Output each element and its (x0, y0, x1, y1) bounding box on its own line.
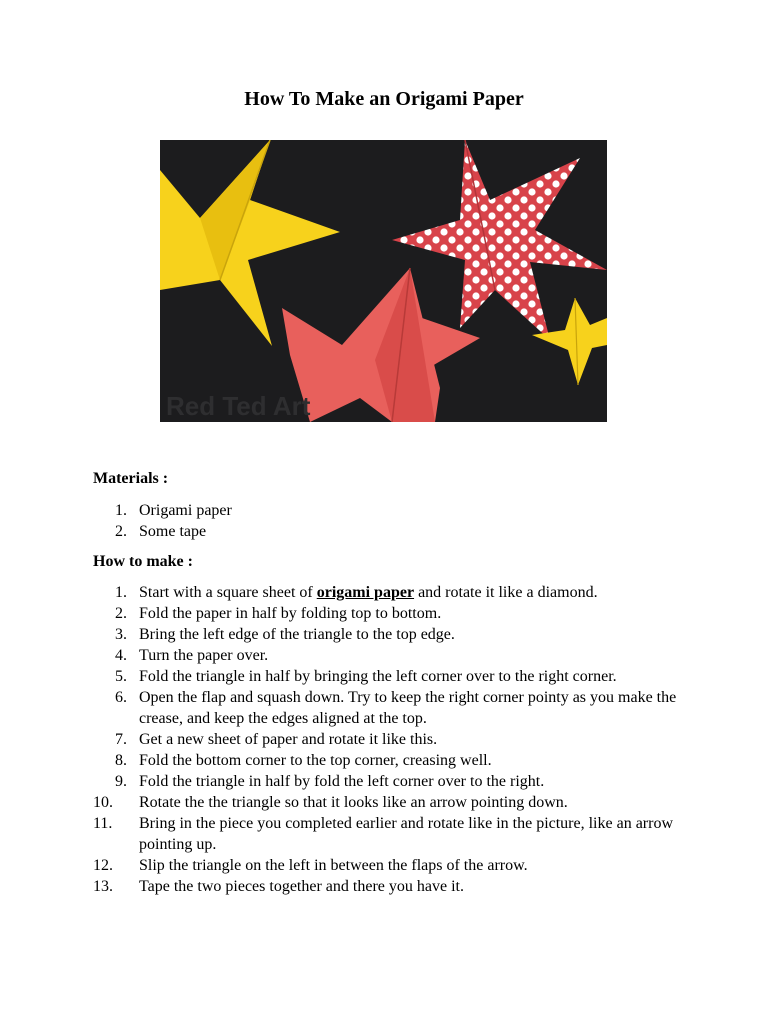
list-item: 4. Turn the paper over. (115, 647, 269, 664)
list-item: 8. Fold the bottom corner to the top corner, creasing well. (115, 752, 492, 769)
how-to-heading: How to make : (93, 553, 193, 570)
list-item: 7. Get a new sheet of paper and rotate it like this. (115, 731, 438, 748)
origami-paper-link[interactable]: origami paper (316, 584, 415, 601)
list-item: 10. Rotate the the triangle so that it looks like an arrow pointing down. (93, 794, 568, 811)
list-item: 9. Fold the triangle in half by fold the left corner over to the right. (115, 773, 545, 790)
list-item: 13. Tape the two pieces together and there you have it. (93, 878, 464, 895)
list-item: 3. Bring the left edge of the triangle to the top edge. (115, 626, 455, 643)
list-item: 1. Origami paper (115, 502, 232, 519)
list-item: 5. Fold the triangle in half by bringing the left corner over to the right corner. (115, 668, 617, 685)
materials-list (93, 500, 693, 542)
page-title: How To Make an Origami Paper (244, 88, 524, 110)
list-item: 12. Slip the triangle on the left in between the flaps of the arrow. (93, 857, 528, 874)
steps-list (93, 582, 693, 897)
origami-stars-photo (160, 140, 607, 422)
photo-watermark: Red Ted Art (166, 391, 311, 421)
list-item: 6. Open the flap and squash down. Try to keep the right corner pointy as you make the crease, and keep the edges aligned at the top. (115, 689, 677, 727)
list-item: 2. Some tape (115, 523, 207, 540)
materials-heading: Materials : (93, 470, 169, 487)
list-item: 11. Bring in the piece you completed earlier and rotate like in the picture, like an arrow pointing up. (93, 815, 674, 853)
list-item: 1. Start with a square sheet of origami paper and rotate it like a diamond. (115, 584, 598, 601)
list-item: 2. Fold the paper in half by folding top to bottom. (115, 605, 442, 622)
